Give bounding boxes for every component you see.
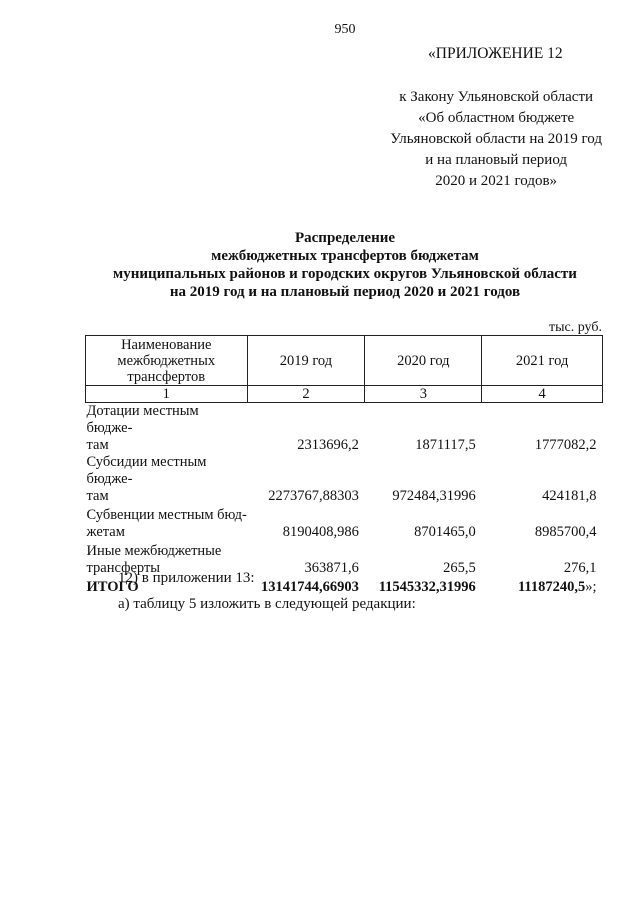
value-2021: 1777082,2 xyxy=(534,437,597,453)
value-2020: 8701465,0 xyxy=(414,524,476,540)
value-2020: 972484,31996 xyxy=(392,488,476,504)
header-2019: 2019 год xyxy=(247,336,365,386)
value-2020: 1871117,5 xyxy=(415,437,476,453)
appendix-reference-line: 2020 и 2021 годов» xyxy=(435,173,558,189)
table-header-row xyxy=(86,336,603,386)
row-name: Иные межбюджетные трансферты xyxy=(86,543,222,576)
transfers-table xyxy=(85,335,603,596)
column-number: 2 xyxy=(247,386,365,403)
total-label: ИТОГО xyxy=(86,579,139,595)
units-label: тыс. руб. xyxy=(549,320,602,335)
appendix-reference-line: к Закону Ульяновской области xyxy=(399,89,594,105)
appendix-reference-line: «Об областном бюджете xyxy=(418,110,575,126)
value-2021: 276,1 xyxy=(563,560,597,576)
value-2019: 2313696,2 xyxy=(297,437,359,453)
appendix-reference-line: Ульяновской области на 2019 год xyxy=(390,131,602,147)
document-heading xyxy=(0,229,640,301)
header-name: Наименование межбюджетных трансфертов xyxy=(86,336,248,386)
appendix-title: «ПРИЛОЖЕНИЕ 12 xyxy=(428,45,563,62)
header-2020: 2020 год xyxy=(365,336,482,386)
table-row xyxy=(86,454,603,505)
value-2020: 265,5 xyxy=(443,560,476,576)
paragraph: а) таблицу 5 изложить в следующей редакции: xyxy=(118,596,416,612)
heading-line: на 2019 год и на плановый период 2020 и 2021 годов xyxy=(169,284,521,300)
table-row xyxy=(86,403,603,455)
row-name: Субвенции местным бюд- жетам xyxy=(86,507,247,540)
total-2020: 11545332,31996 xyxy=(378,579,476,595)
value-2019: 8190408,986 xyxy=(282,524,359,540)
page-number: 950 xyxy=(334,22,356,37)
column-number: 4 xyxy=(482,386,603,403)
value-2021: 8985700,4 xyxy=(534,524,597,540)
column-number: 1 xyxy=(86,386,248,403)
row-name: Субсидии местным бюдже- там xyxy=(86,454,207,504)
heading-line: Распределение xyxy=(294,230,396,246)
value-2021: 424181,8 xyxy=(542,488,597,504)
table-row xyxy=(86,505,603,541)
value-2019: 363871,6 xyxy=(304,560,359,576)
appendix-reference xyxy=(390,87,602,192)
appendix-reference-line: и на плановый период xyxy=(425,152,568,168)
heading-line: муниципальных районов и городских округов Ульяновской области xyxy=(113,266,577,282)
paragraph: 12) в приложении 13: xyxy=(118,570,255,586)
column-number: 3 xyxy=(365,386,482,403)
total-2021: 11187240,5»; xyxy=(517,579,597,595)
heading-line: межбюджетных трансфертов бюджетам xyxy=(211,248,479,264)
value-2019: 2273767,88303 xyxy=(268,488,359,504)
header-2021: 2021 год xyxy=(482,336,603,386)
row-name: Дотации местным бюдже- там xyxy=(86,403,199,453)
total-2019: 13141744,66903 xyxy=(261,579,359,595)
column-number-row xyxy=(86,386,603,403)
